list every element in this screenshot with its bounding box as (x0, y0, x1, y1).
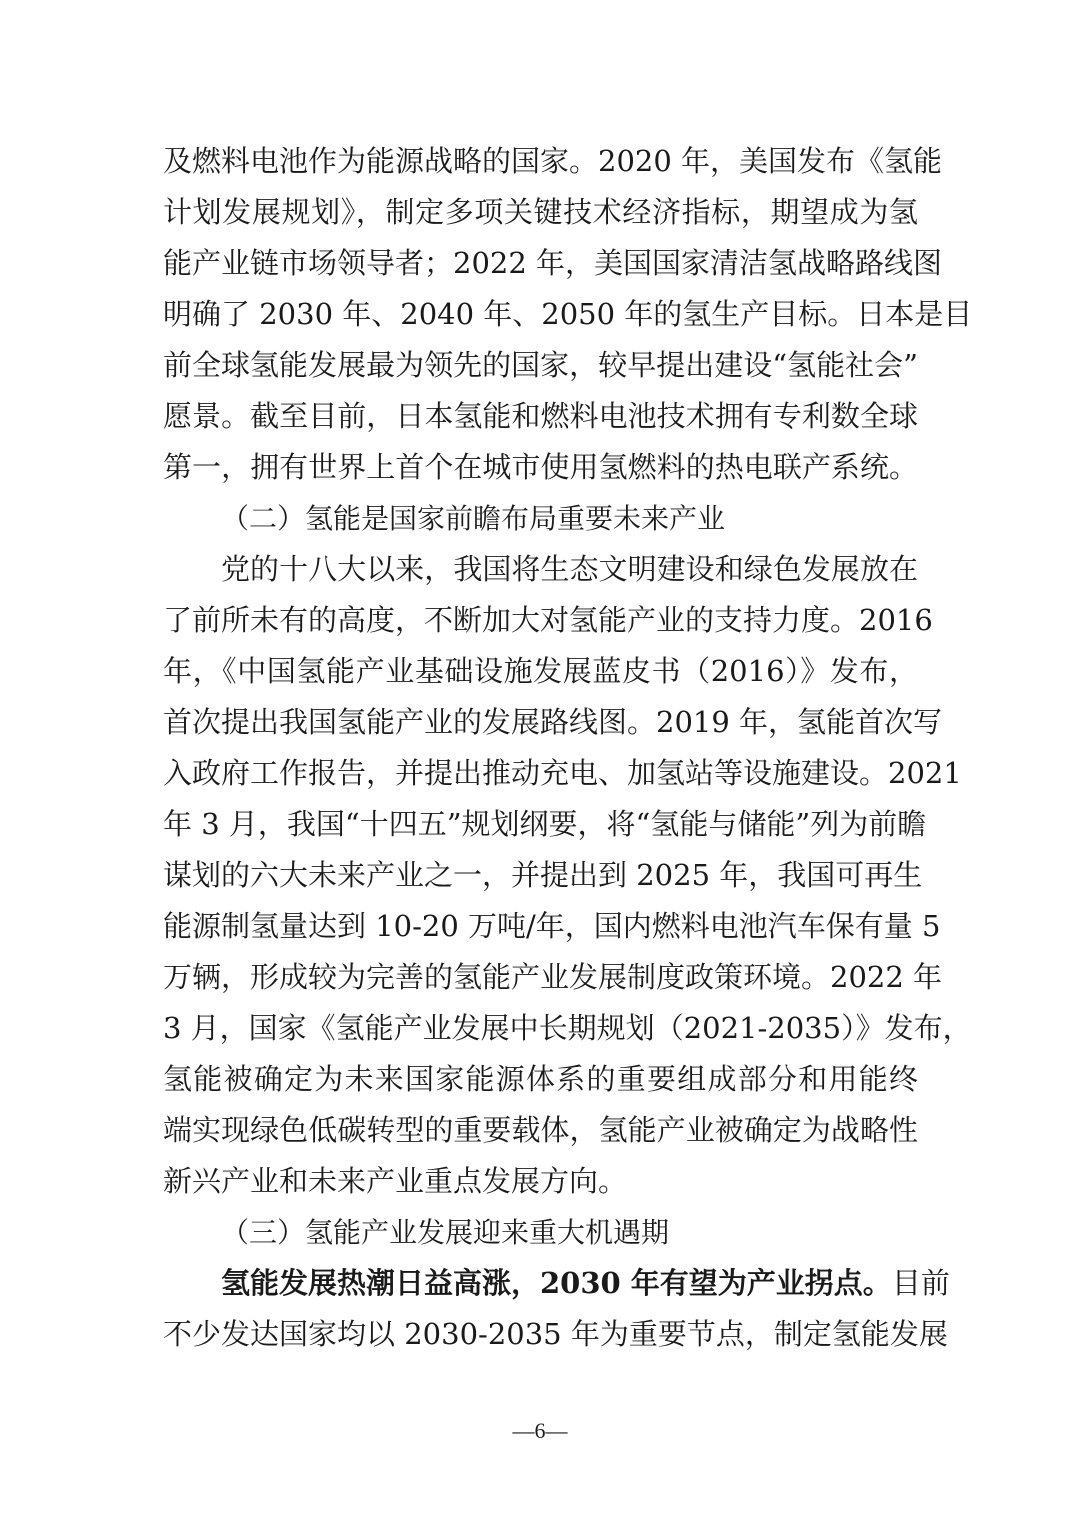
paragraph (163, 1258, 950, 1360)
text-line: 第一，拥有世界上首个在城市使用氢燃料的热电联产系统。 (163, 450, 918, 484)
bold-lead-text: 氢能发展热潮日益高涨，2030 年有望为产业拐点。 (221, 1266, 892, 1300)
text-line: 年 3 月，我国“十四五”规划纲要，将“氢能与储能”列为前瞻 (163, 807, 927, 841)
text-line: 明确了 2030 年、2040 年、2050 年的氢生产目标。日本是目 (163, 297, 973, 331)
section-heading: （三）氢能产业发展迎来重大机遇期 (221, 1216, 670, 1249)
text-line: 及燃料电池作为能源战略的国家。2020 年，美国发布《氢能 (163, 144, 943, 178)
text-line: 入政府工作报告，并提出推动充电、加氢站等设施建设。2021 (163, 756, 962, 790)
text-line: 谋划的六大未来产业之一，并提出到 2025 年，我国可再生 (163, 858, 923, 892)
text-line: 万辆，形成较为完善的氢能产业发展制度政策环境。2022 年 (163, 960, 943, 994)
text-line: 愿景。截至目前，日本氢能和燃料电池技术拥有专利数全球 (163, 399, 918, 433)
lead-text: 目前 (891, 1266, 950, 1300)
text-line: 端实现绿色低碳转型的重要载体，氢能产业被确定为战略性 (163, 1113, 918, 1147)
text-line: 3 月，国家《氢能产业发展中长期规划（2021-2035）》发布， (163, 1011, 972, 1045)
text-line: 计划发展规划》，制定多项关键技术经济指标，期望成为氢 (163, 195, 918, 229)
section-heading: （二）氢能是国家前瞻布局重要未来产业 (221, 502, 726, 535)
text-line: 党的十八大以来，我国将生态文明建设和绿色发展放在 (221, 552, 918, 586)
text-line: 能源制氢量达到 10-20 万吨/年，国内燃料电池汽车保有量 5 (163, 909, 941, 943)
page-number: —6— (512, 1418, 568, 1443)
text-line: 氢能被确定为未来国家能源体系的重要组成部分和用能终 (163, 1062, 918, 1096)
paragraph (163, 544, 972, 1207)
text-line: 新兴产业和未来产业重点发展方向。 (163, 1164, 628, 1198)
text-line: 年，《中国氢能产业基础设施发展蓝皮书（2016）》发布， (163, 654, 918, 688)
text-line: 了前所未有的高度，不断加大对氢能产业的支持力度。2016 (163, 603, 933, 637)
text-line: 前全球氢能发展最为领先的国家，较早提出建设“氢能社会” (163, 348, 918, 382)
text-line: 首次提出我国氢能产业的发展路线图。2019 年，氢能首次写 (163, 705, 943, 739)
text-line: 能产业链市场领导者；2022 年，美国国家清洁氢战略路线图 (163, 246, 943, 280)
text-line (163, 1258, 950, 1309)
text-line: 不少发达国家均以 2030-2035 年为重要节点，制定氢能发展 (163, 1317, 948, 1351)
document-body (163, 136, 973, 1360)
paragraph (163, 136, 973, 493)
